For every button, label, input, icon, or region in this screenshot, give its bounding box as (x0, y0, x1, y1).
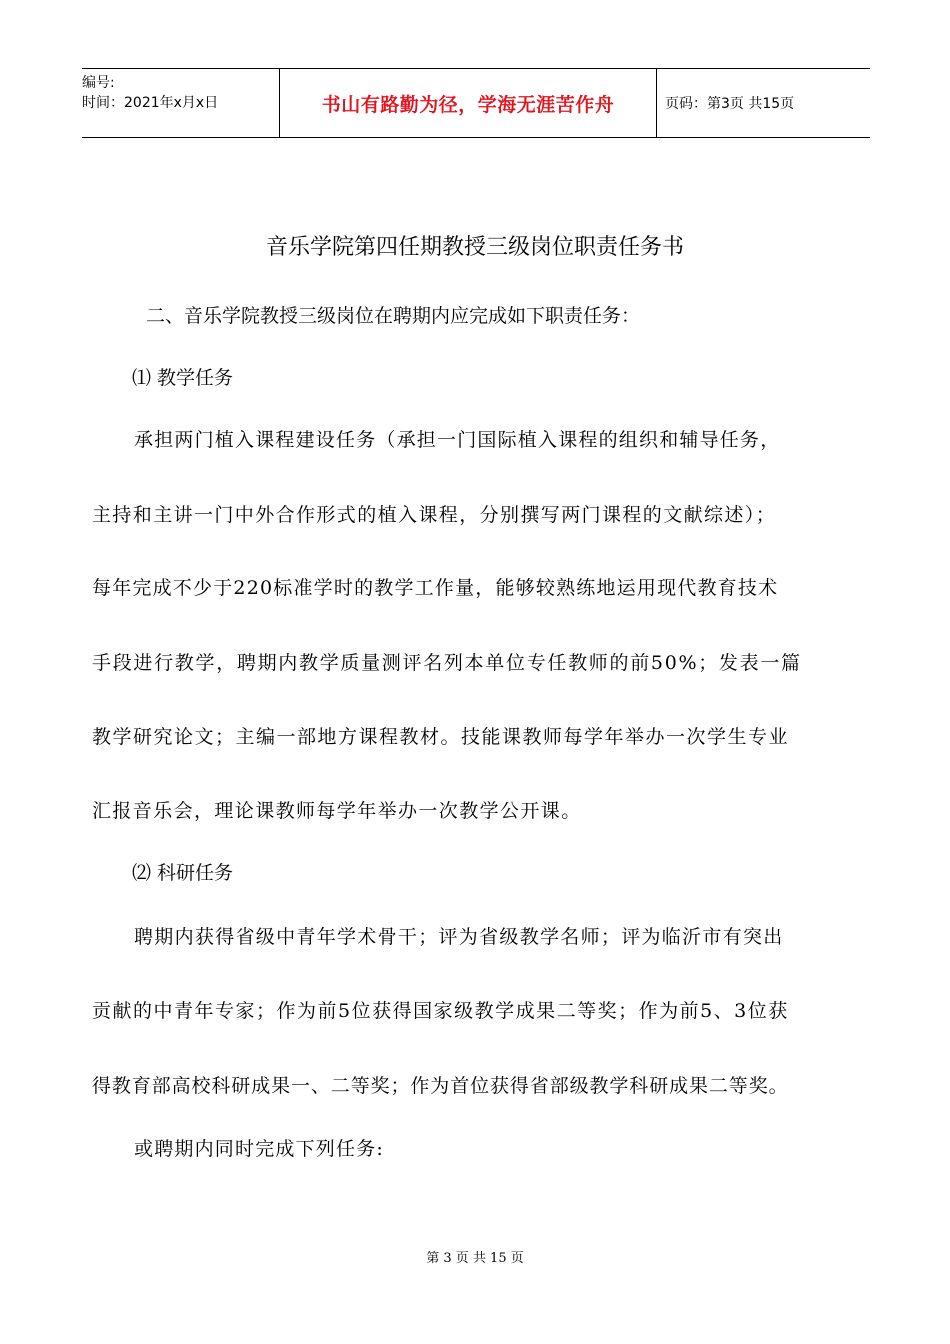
header-meta (82, 69, 280, 137)
teaching-line: 主持和主讲一门中外合作形式的植入课程，分别撰写两门课程的文献综述）； (92, 504, 777, 526)
document-number-label: 编号: (82, 75, 115, 91)
teaching-heading: ⑴ 教学任务 (132, 367, 234, 389)
teaching-line: 每年完成不少于220标准学时的教学工作量，能够较熟练地运用现代教育技术 (92, 577, 779, 599)
header-page-info: 页码：第3页 共15页 (665, 96, 795, 112)
section-heading: 二、音乐学院教授三级岗位在聘期内应完成如下职责任务： (146, 305, 641, 327)
research-line: 或聘期内同时完成下列任务: (134, 1138, 385, 1160)
teaching-line: 手段进行教学，聘期内教学质量测评名列本单位专任教师的前50%；发表一篇 (92, 652, 802, 674)
document-date-label: 时间：2021年x月x日 (82, 95, 219, 111)
page-header (82, 68, 870, 138)
teaching-line: 汇报音乐会，理论课教师每学年举办一次教学公开课。 (92, 800, 582, 822)
page-footer: 第 3 页 共 15 页 (426, 1251, 524, 1266)
header-motto: 书山有路勤为径，学海无涯苦作舟 (280, 69, 657, 137)
teaching-line: 教学研究论文；主编一部地方课程教材。技能课教师每学年举办一次学生专业 (92, 726, 790, 748)
research-line: 贡献的中青年专家；作为前5位获得国家级教学成果二等奖；作为前5、3位获 (92, 1000, 789, 1022)
research-line: 得教育部高校科研成果一、二等奖；作为首位获得省部级教学科研成果二等奖。 (92, 1075, 789, 1097)
document-title: 音乐学院第四任期教授三级岗位职责任务书 (265, 235, 684, 260)
research-line: 聘期内获得省级中青年学术骨干；评为省级教学名师；评为临沂市有突出 (134, 926, 784, 948)
teaching-line: 承担两门植入课程建设任务（承担一门国际植入课程的组织和辅导任务， (134, 429, 781, 451)
research-heading: ⑵ 科研任务 (132, 862, 234, 884)
